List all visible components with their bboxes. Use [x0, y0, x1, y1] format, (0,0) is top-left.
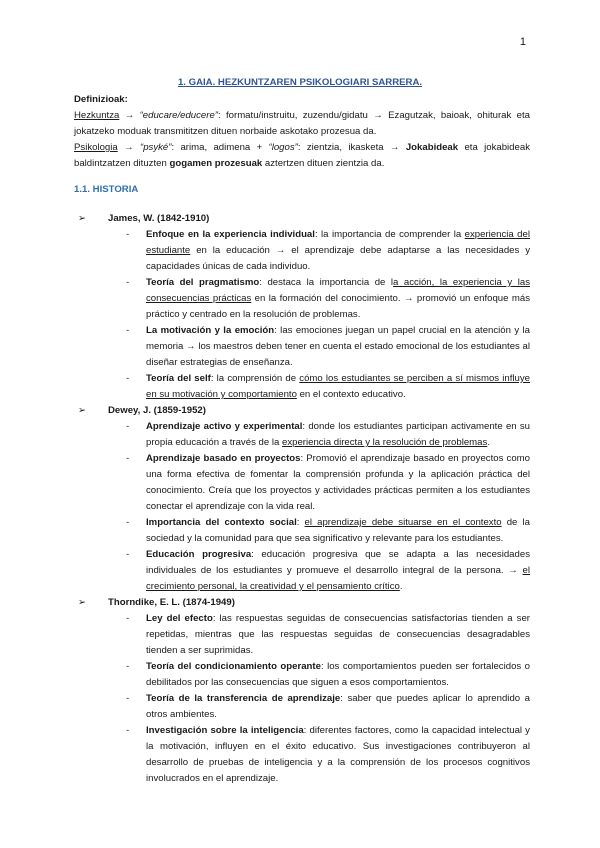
item-label: La motivación y la emoción: [146, 325, 275, 336]
list-item: [74, 723, 530, 787]
item-label: Teoría de la transferencia de aprendizaje: [146, 693, 341, 704]
author-heading: [74, 211, 530, 227]
dash-bullet: -: [126, 661, 130, 672]
item-text: .: [487, 437, 490, 448]
dash-bullet: -: [126, 517, 130, 528]
item-text: : saber que puedes aplicar lo aprendido a otros ambientes.: [146, 693, 530, 720]
dash-bullet: -: [126, 693, 130, 704]
list-item: [74, 419, 530, 451]
list-item: [74, 275, 530, 323]
definitions-block: [74, 92, 530, 172]
dash-bullet: -: [126, 613, 130, 624]
definitions-heading: Definizioak:: [74, 94, 128, 105]
page-number: 1: [519, 36, 526, 48]
etymology: “psyké”: [140, 142, 172, 153]
dash-bullet: -: [126, 373, 130, 384]
definition-psikologia: [74, 140, 530, 172]
list-item: [74, 227, 530, 275]
dash-bullet: -: [126, 325, 130, 336]
dash-bullet: -: [126, 421, 130, 432]
author-heading: [74, 595, 530, 611]
list-item: [74, 371, 530, 403]
list-item: [74, 659, 530, 691]
definition-text: aztertzen dituen zientzia da.: [262, 158, 385, 169]
list-item: [74, 611, 530, 659]
definition-text: eta jokabideak baldintzatzen dituzten: [74, 142, 530, 169]
item-underlined: el aprendizaje debe situarse en el contexto: [304, 517, 502, 528]
arrow: →: [117, 142, 140, 153]
item-label: Investigación sobre la inteligencia: [146, 725, 304, 736]
item-label: Aprendizaje activo y experimental: [146, 421, 303, 432]
list-item: [74, 547, 530, 595]
item-text: : la comprensión de: [210, 373, 300, 384]
dash-bullet: -: [126, 549, 130, 560]
item-text: : educación progresiva que se adapta a las necesidades individuales de los estudiantes y promueve el desarrollo integral de la persona. →: [146, 549, 530, 576]
item-label: Aprendizaje basado en proyectos: [146, 453, 301, 464]
item-text: : diferentes factores, como la capacidad intelectual y la motivación, influyen en el éxito educativo. Sus investigaciones contribuyeron al desarrollo de pruebas de inteligencia y a la comprensión de los procesos cognitivos involucrados en el aprendizaje.: [146, 725, 530, 784]
item-text: : Promovió el aprendizaje basado en proyectos como una forma efectiva de fomentar la comprensión profunda y la aplicación práctica del conocimiento. Creía que los proyectos y actividades prácticas permiten a los estudiantes conectar el aprendizaje con la vida real.: [146, 453, 530, 512]
list-item: [74, 691, 530, 723]
definition-text: : zientzia, ikasketa →: [297, 142, 406, 153]
item-label: Teoría del condicionamiento operante: [146, 661, 321, 672]
dash-bullet: -: [126, 725, 130, 736]
item-underlined: el crecimiento personal, la creatividad y el pensamiento crítico: [146, 565, 530, 592]
item-text: en el contexto educativo.: [296, 389, 406, 400]
list-item: [74, 515, 530, 547]
definition-hezkuntza: [74, 108, 530, 140]
item-label: Educación progresiva: [146, 549, 252, 560]
definition-bold: gogamen prozesuak: [169, 158, 263, 169]
item-underlined: experiencia directa y la resolución de problemas: [282, 437, 488, 448]
item-text: : donde los estudiantes participan activamente en su propia educación a través de la: [146, 421, 531, 448]
item-text: en la educación → el aprendizaje debe adaptarse a las necesidades y capacidades únicas de cada individuo.: [146, 245, 530, 272]
item-text: en la formación del conocimiento. → promovió un enfoque más práctico y centrado en la resolución de problemas.: [146, 293, 530, 320]
item-label: Enfoque en la experiencia individual: [146, 229, 315, 240]
item-label: Ley del efecto: [146, 613, 213, 624]
arrow: →: [119, 110, 140, 121]
page-title: 1. GAIA. HEZKUNTZAREN PSIKOLOGIARI SARRERA.: [177, 77, 423, 88]
author-name: James, W. (1842-1910): [108, 213, 210, 224]
item-label: Teoría del pragmatismo: [146, 277, 260, 288]
term-hezkuntza: Hezkuntza: [74, 110, 120, 121]
author-heading: [74, 403, 530, 419]
definition-text: : arima, adimena +: [171, 142, 269, 153]
item-text: : las respuestas seguidas de consecuencias satisfactorias tienden a ser repetidas, mientras que las respuestas seguidas de consecuencias desagradables tienden a ser suprimidas.: [146, 613, 531, 656]
item-text: : los comportamientos pueden ser fortalecidos o debilitados por las consecuencias que siguen a esos comportamientos.: [146, 661, 530, 688]
bullet-arrow-icon: ➢: [78, 597, 87, 608]
item-text: .: [399, 581, 403, 592]
item-underlined: experiencia del estudiante: [146, 229, 530, 256]
item-text: de la sociedad y la comunidad para que sea significativo y relevante para los estudiantes.: [146, 517, 530, 544]
item-text: : las emociones juegan un papel crucial en la atención y la memoria → los maestros deben tener en cuenta el estado emocional de los estudiantes al diseñar estrategias de enseñanza.: [146, 325, 530, 368]
etymology: “educare/educere”: [139, 110, 218, 121]
section-title: 1.1. HISTORIA: [74, 184, 139, 195]
author-name: Thorndike, E. L. (1874-1949): [108, 597, 235, 608]
list-item: [74, 451, 530, 515]
item-text: :: [296, 517, 305, 528]
definition-text: : formatu/instruitu, zuzendu/gidatu → Ezagutzak, baioak, ohiturak eta jokatzeko moduak transmititzen dituen norbaide askotako prozesua da.: [74, 110, 530, 137]
bullet-arrow-icon: ➢: [78, 213, 87, 224]
dash-bullet: -: [126, 453, 130, 464]
dash-bullet: -: [126, 277, 130, 288]
item-label: Importancia del contexto social: [146, 517, 297, 528]
definition-bold: Jokabideak: [405, 142, 459, 153]
dash-bullet: -: [126, 229, 130, 240]
item-underlined: cómo los estudiantes se perciben a sí mismos influye en su motivación y comportamiento: [146, 373, 531, 400]
list-item: [74, 323, 530, 371]
author-name: Dewey, J. (1859-1952): [108, 405, 206, 416]
history-list: [74, 211, 530, 787]
item-label: Teoría del self: [146, 373, 211, 384]
etymology: “logos”: [268, 142, 298, 153]
item-text: : destaca la importancia de l: [259, 277, 394, 288]
item-text: : la importancia de comprender la: [314, 229, 465, 240]
term-psikologia: Psikologia: [74, 142, 118, 153]
item-underlined: a acción, la experiencia y las consecuencias prácticas: [146, 277, 531, 304]
bullet-arrow-icon: ➢: [78, 405, 87, 416]
